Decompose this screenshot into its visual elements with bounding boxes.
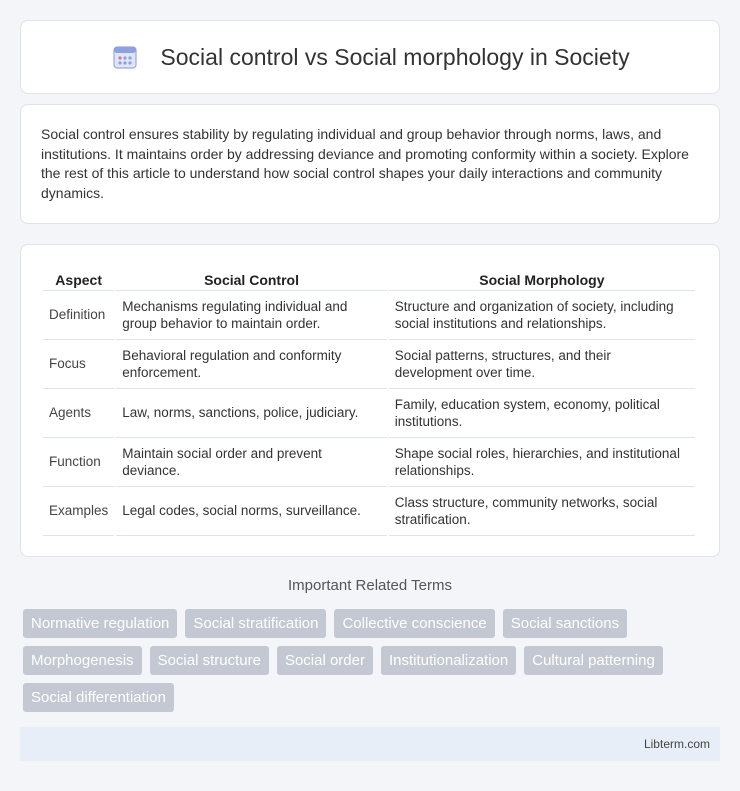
table-cell-aspect: Examples [43, 487, 114, 536]
related-terms-title: Important Related Terms [288, 577, 452, 594]
table-cell-social-control: Behavioral regulation and conformity enforcement. [116, 340, 387, 389]
table-row [43, 340, 695, 389]
related-term-tag[interactable]: Institutionalization [381, 646, 516, 675]
related-terms-list [23, 609, 723, 712]
table-row [43, 487, 695, 536]
table-cell-social-morphology: Structure and organization of society, including social institutions and relationships. [389, 291, 695, 340]
table-row [43, 438, 695, 487]
page-title: Social control vs Social morphology in Society [160, 43, 630, 70]
related-term-tag[interactable]: Social sanctions [503, 609, 627, 638]
table-cell-social-control: Maintain social order and prevent deviance. [116, 438, 387, 487]
table-row [43, 389, 695, 438]
table-cell-aspect: Definition [43, 291, 114, 340]
table-cell-social-control: Law, norms, sanctions, police, judiciary. [116, 389, 387, 438]
column-header-social-control: Social Control [116, 267, 387, 291]
related-term-tag[interactable]: Social structure [150, 646, 269, 675]
column-header-social-morphology: Social Morphology [389, 267, 695, 291]
table-cell-social-control: Mechanisms regulating individual and group behavior to maintain order. [116, 291, 387, 340]
table-cell-social-morphology: Family, education system, economy, political institutions. [389, 389, 695, 438]
related-term-tag[interactable]: Morphogenesis [23, 646, 142, 675]
table-cell-social-morphology: Social patterns, structures, and their development over time. [389, 340, 695, 389]
related-term-tag[interactable]: Social stratification [185, 609, 326, 638]
related-term-tag[interactable]: Social differentiation [23, 683, 174, 712]
footer [20, 727, 720, 761]
related-term-tag[interactable]: Cultural patterning [524, 646, 663, 675]
intro-card [20, 104, 720, 224]
related-term-tag[interactable]: Normative regulation [23, 609, 177, 638]
related-term-tag[interactable]: Collective conscience [334, 609, 494, 638]
table-cell-social-morphology: Shape social roles, hierarchies, and institutional relationships. [389, 438, 695, 487]
table-header-row [43, 267, 695, 291]
table-row [43, 291, 695, 340]
table-cell-aspect: Focus [43, 340, 114, 389]
column-header-aspect: Aspect [43, 267, 114, 291]
footer-site-link[interactable]: Libterm.com [643, 737, 710, 751]
comparison-table [41, 267, 697, 536]
table-cell-social-morphology: Class structure, community networks, social stratification. [389, 487, 695, 536]
table-cell-aspect: Function [43, 438, 114, 487]
table-cell-aspect: Agents [43, 389, 114, 438]
comparison-table-card [20, 244, 720, 557]
header-card [20, 20, 720, 94]
calendar-icon [110, 42, 140, 72]
intro-text: Social control ensures stability by regulating individual and group behavior through norms, laws, and institutions. It maintains order by addressing deviance and promoting conformity within a society. Explore the rest of this article to understand how social control shapes your daily interactions and community dynamics. [41, 126, 689, 201]
table-cell-social-control: Legal codes, social norms, surveillance. [116, 487, 387, 536]
related-term-tag[interactable]: Social order [277, 646, 373, 675]
